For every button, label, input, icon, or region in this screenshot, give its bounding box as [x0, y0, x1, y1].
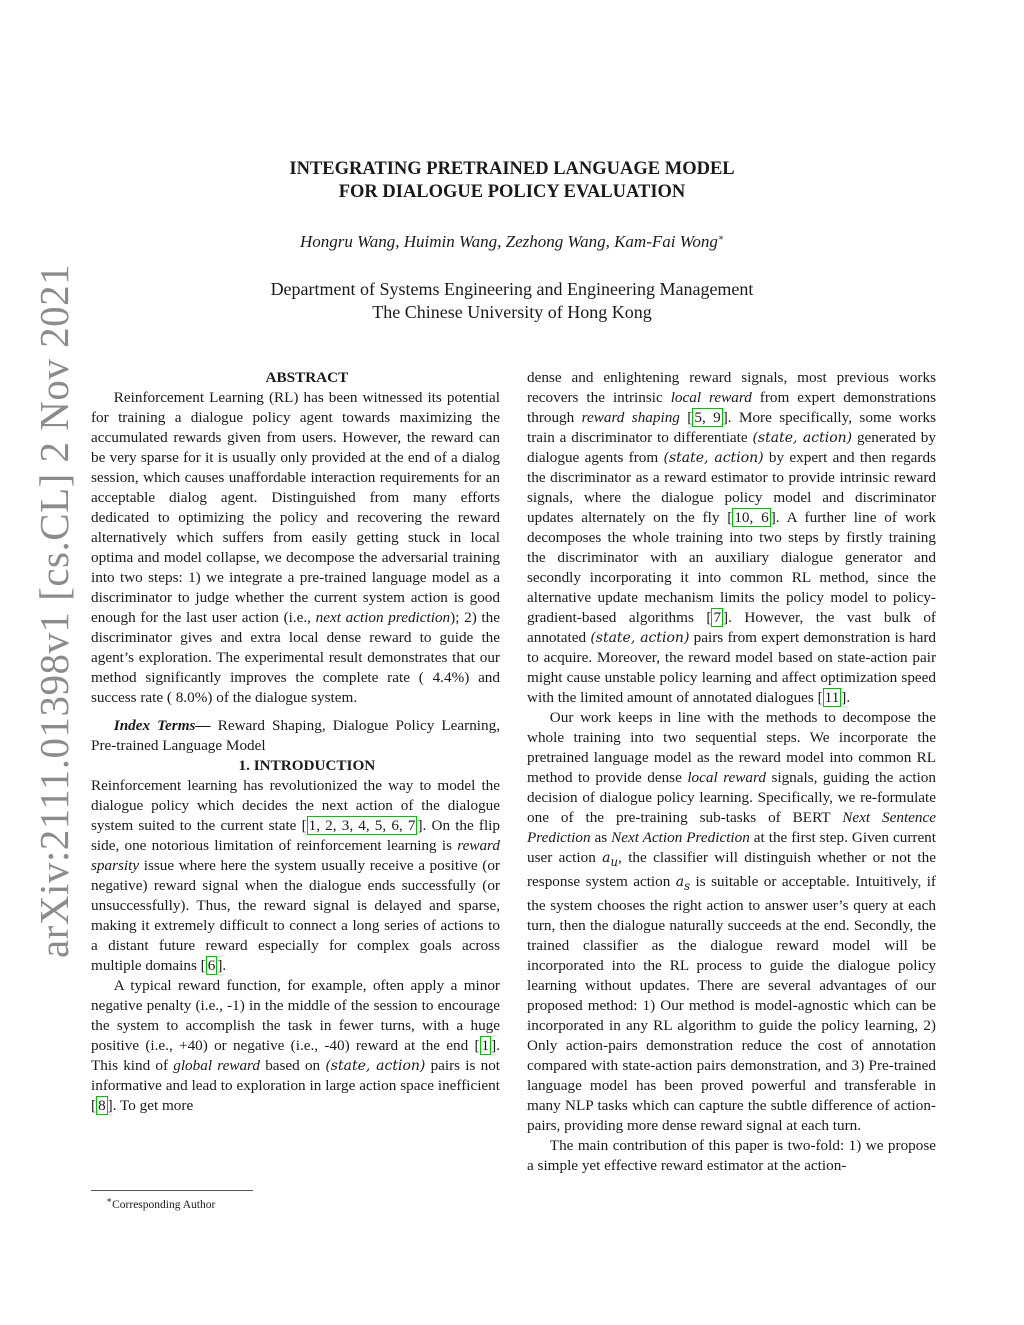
text: generated by dialogue agents from — [527, 429, 936, 466]
text: dense and enlightening reward signals, most previous works recovers the intrinsic — [527, 369, 936, 406]
text: at the first step. Given current user action — [527, 829, 936, 866]
citation-link[interactable]: 8 — [98, 1097, 106, 1114]
abstract-text-cont: ); 2) the discriminator gives and extra local dense reward to guide the agent’s exploration. The experimental result demonstrates that our method significantly improves the complete rate ( 4.4%) and success rate ( 8.0%) of the dialogue system. — [91, 609, 500, 706]
citation-link[interactable]: 11 — [824, 689, 840, 706]
abstract-italic: next action prediction — [315, 609, 451, 626]
abstract-text: Reinforcement Learning (RL) has been witnessed its potential for training a dialogue policy agent towards maximizing the accumulated rewards given from users. However, the reward can be very sparse for it is usually only provided at the end of a dialog session, which causes unaffordable interaction requirements for an acceptable dialog agent. Distinguished from many efforts dedicated to optimizing the policy and recovering the reward alternatively which suffers from easily getting stuck in local optima and model collapse, we decompose the adversarial training into two steps: 1) we integrate a pre-trained language model as a discriminator to judge whether the current system action is good enough for the last user action (i.e., — [91, 389, 500, 626]
text: ]. A further line of work decomposes the whole training into two steps by firstly training the discriminator with an auxiliary dialogue generator and secondly incorporating it into common RL method, since the alternative update mechanism limits the policy model to policy-gradient-based algorithms [ — [527, 509, 937, 626]
citation-link[interactable]: 7 — [713, 609, 722, 626]
text: pairs from expert demonstration is hard to acquire. Moreover, the reward model based on state-action pair might cause unstable policy learning and affect optimization speed with the limited amount of annotated dialogues [ — [527, 629, 937, 706]
footnote-rule — [91, 1190, 253, 1191]
citation-link[interactable]: 1, 2, 3, 4, 5, 6, 7 — [308, 817, 416, 834]
math-user-action — [602, 850, 619, 869]
text: by expert and then regards the discriminator as a reward estimator to provide intrinsic reward signals, where the dialogue policy model and discriminator updates alternately on the fly [ — [527, 449, 936, 526]
math-state-action: (state, action) — [590, 630, 690, 646]
citation-link[interactable]: 6 — [207, 957, 216, 974]
index-terms-label: Index Terms— — [113, 717, 211, 734]
text: ]. On the flip side, one notorious limitation of reinforcement learning is — [91, 817, 500, 854]
index-terms-text: Reward Shaping, Dialogue Policy Learning, Pre-trained Language Model — [91, 717, 500, 754]
intro-paragraph-2 — [91, 976, 500, 1116]
abstract-paragraph — [91, 388, 500, 708]
intro-paragraph-1 — [91, 776, 500, 976]
paper-title — [160, 158, 864, 204]
text: based on — [260, 1057, 326, 1074]
corresponding-mark: ∗ — [717, 232, 724, 243]
text: pairs is not informative and lead to exploration in large action space inefficient [ — [91, 1057, 501, 1114]
right-column — [527, 368, 936, 1176]
text: ]. To get more — [107, 1097, 194, 1114]
title-line-2: FOR DIALOGUE POLICY EVALUATION — [338, 182, 686, 202]
abstract-heading: ABSTRACT — [265, 369, 349, 386]
intro-heading: 1. INTRODUCTION — [238, 757, 376, 774]
math-state-action: (state, action) — [752, 430, 853, 446]
text: ]. — [841, 689, 851, 706]
italic-term: local reward — [687, 769, 766, 786]
arxiv-identifier: arXiv:2111.01398v1 [cs.CL] 2 Nov 2021 — [31, 263, 77, 958]
text: A typical reward function, for example, often apply a minor negative penalty (i.e., -1) in the middle of the session to encourage the system to accomplish the task in fewer turns, with a huge positive (i.e., +40) or negative (i.e., -40) reward at the end [ — [91, 977, 500, 1054]
italic-term: reward sparsity — [91, 837, 500, 874]
math-symbol: a — [602, 850, 611, 866]
text: issue where here the system usually receive a positive (or negative) reward signal when the dialogue ends successfully (or unsuccessfully). Thus, the reward signal is delayed and sparse, making it extremely difficult to connect a long series of actions to a distant future reward especially for complex goals across multiple domains [ — [91, 857, 500, 974]
left-column — [91, 368, 500, 1116]
text: Our work keeps in line with the methods to decompose the whole training into two sequential steps. We incorporate the pretrained language model as the reward model into common RL method to provide dense — [527, 709, 936, 786]
affiliation — [160, 278, 864, 324]
right-paragraph-1 — [527, 368, 936, 708]
citation-link[interactable]: 10, 6 — [734, 509, 769, 526]
text: Reinforcement learning has revolutionized the way to model the dialogue policy which decides the next action of the dialogue system suited to the current state [ — [91, 777, 500, 834]
citation-link[interactable]: 5, 9 — [694, 409, 721, 426]
math-subscript: u — [610, 854, 619, 869]
text: from expert demonstrations through — [527, 389, 937, 426]
footnote: ∗Corresponding Author — [106, 1195, 216, 1211]
italic-term: Next Sentence Prediction — [527, 809, 936, 846]
citation-link[interactable]: 1 — [481, 1037, 490, 1054]
math-symbol: a — [675, 873, 685, 890]
author-names: Hongru Wang, Huimin Wang, Zezhong Wang, Kam-Fai Wong — [300, 232, 718, 251]
math-subscript: s — [684, 878, 691, 893]
text: ]. However, the vast bulk of annotated — [527, 609, 936, 646]
affiliation-line-1: Department of Systems Engineering and Engineering Management — [270, 279, 754, 299]
right-paragraph-2 — [527, 708, 936, 1136]
affiliation-line-2: The Chinese University of Hong Kong — [372, 302, 652, 322]
footnote-text: Corresponding Author — [112, 1198, 216, 1211]
italic-term: local reward — [670, 389, 752, 406]
italic-term: reward shaping — [581, 409, 680, 426]
text: signals, guiding the action decision of dialogue policy learning. Specifically, we re-formulate one of the pre-training sub-tasks of BERT — [527, 769, 936, 826]
text: as — [590, 829, 612, 846]
math-state-action: (state, action) — [325, 1058, 426, 1074]
italic-term: Next Action Prediction — [611, 829, 750, 846]
text: [ — [679, 409, 693, 426]
math-state-action: (state, action) — [663, 450, 764, 466]
right-paragraph-3: The main contribution of this paper is two-fold: 1) we propose a simple yet effective reward estimator at the action- — [527, 1136, 936, 1174]
text: ]. — [217, 957, 227, 974]
math-system-action — [675, 873, 691, 893]
authors — [160, 232, 864, 252]
index-terms — [91, 716, 500, 756]
title-line-1: INTEGRATING PRETRAINED LANGUAGE MODEL — [289, 159, 735, 179]
italic-term: global reward — [173, 1057, 260, 1074]
text: is suitable or acceptable. Intuitively, if the system chooses the right action to answer user’s query at each turn, then the dialogue naturally succeeds at the end. Secondly, the trained classifier as the dialogue reward model will be incorporated into the RL process to guide the dialogue policy learning without updates. There are several advantages of our proposed method: 1) Our method is model-agnostic which can be incorporated in any RL algorithm to guide the policy learning, 2) Only action-pairs demonstration reduce the cost of annotation compared with state-action pairs demonstration, and 3) Pre-trained language model has been proved powerful and transferable in many NLP tasks which can capture the subtle difference of action-pairs, providing more dense reward signal at each turn. — [527, 872, 936, 1134]
text: , the classifier will distinguish whether or not the response system action — [527, 849, 936, 890]
text: ]. More specifically, some works train a discriminator to differentiate — [527, 409, 937, 446]
text: ]. This kind of — [91, 1037, 500, 1074]
